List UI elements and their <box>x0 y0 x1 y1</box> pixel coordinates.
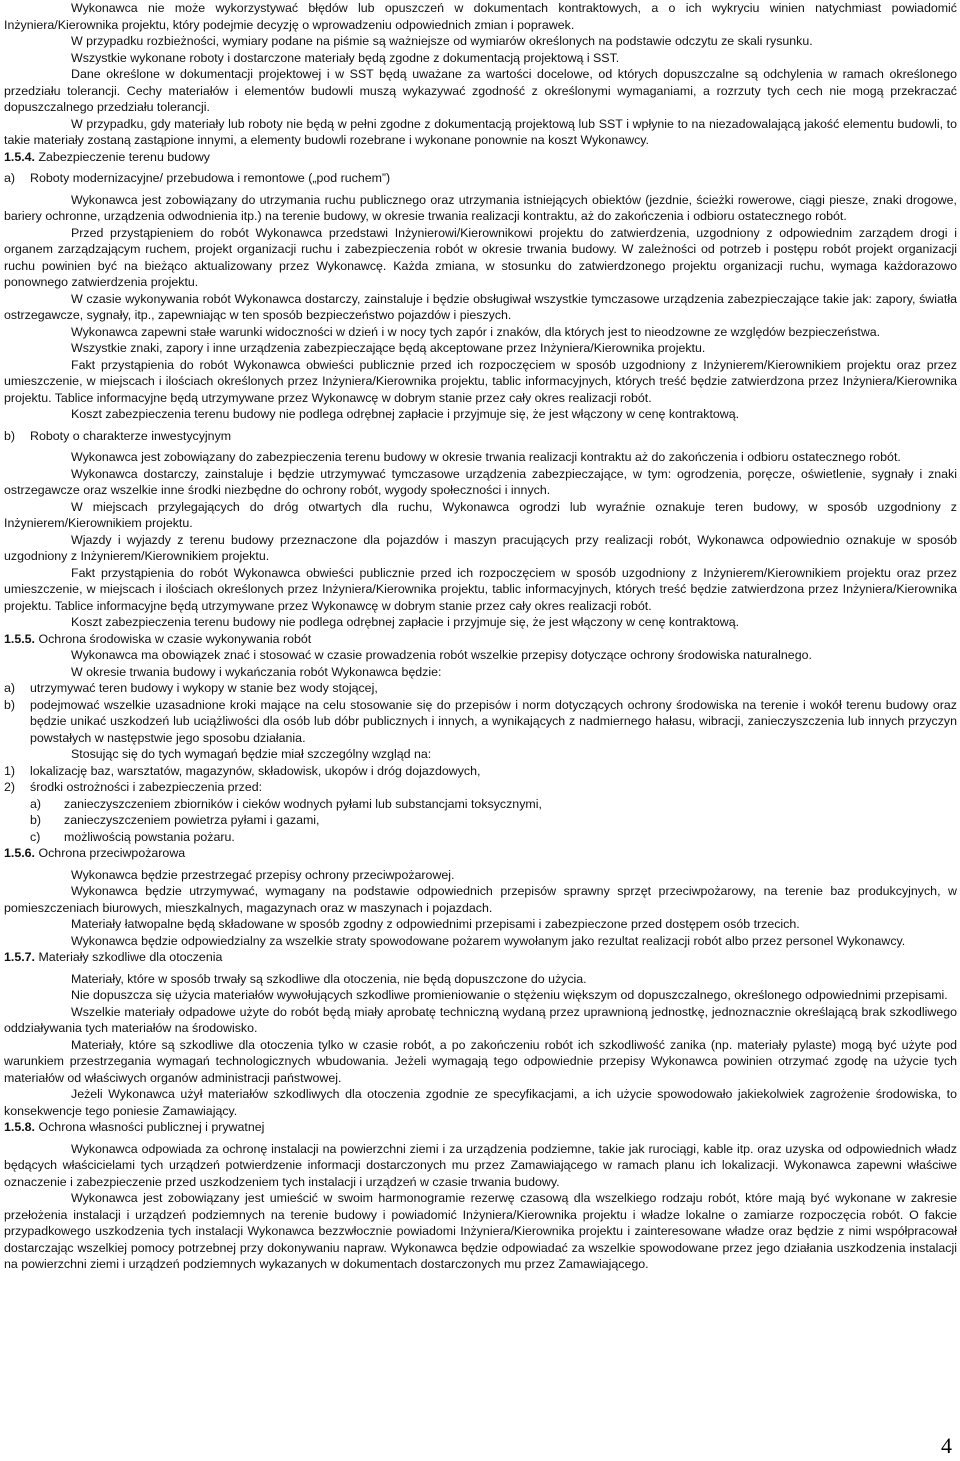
list-item <box>4 779 957 796</box>
paragraph: Wykonawca będzie odpowiedzialny za wszelkie straty spowodowane pożarem wywołanym jako rezultat realizacji robót albo przez personel Wykonawcy. <box>71 933 906 948</box>
list-item-text: zanieczyszczeniem zbiorników i cieków wodnych pyłami lub substancjami toksycznymi, <box>64 796 542 811</box>
list-item-text: podejmować wszelkie uzasadnione kroki mające na celu stosowanie się do przepisów i norm dotyczących ochrony środowiska na terenie i wokół terenu budowy oraz będzie unikać uszkodzeń lub uciążliwości dla osób lub dóbr publicznych i innych, a wynikających z nadmiernego hałasu, wibracji, zanieczyszczenia lub innych przyczyn powstałych w następstwie jego sposobu działania. <box>30 697 957 745</box>
section-title: Ochrona środowiska w czasie wykonywania robót <box>38 631 312 646</box>
section-title: Ochrona przeciwpożarowa <box>38 846 186 860</box>
paragraph: Koszt zabezpieczenia terenu budowy nie podlega odrębnej zapłacie i przyjmuje się, że jest włączony w cenę kontraktową. <box>71 407 740 421</box>
paragraph: Wykonawca jest zobowiązany jest umieścić w swoim harmonogramie rezerwę czasową dla wszelkiego rodzaju robót, które mają być wykonane w zakresie przełożenia instalacji i urządzeń podziemnych na terenie budowy i powiadomić Inżyniera/Kierownika projektu i władze lokalne o zamiarze rozpoczęcia robót. O fakcie przypadkowego uszkodzenia tych instalacji Wykonawca bezzwłocznie powiadomi Inżyniera/Kierownika projektu i zainteresowane władze oraz będzie z nimi współpracował dostarczając wszelkiej pomocy potrzebnej przy dokonywaniu napraw. Wykonawca będzie odpowiadać za wszelkie spowodowane przez jego działania uszkodzenia instalacji na powierzchni ziemi i urządzeń podziemnych wykazanych w dokumentach dostarczonych mu przez Zamawiającego. <box>4 1191 957 1271</box>
sublist-item <box>4 812 957 829</box>
paragraph: Fakt przystąpienia do robót Wykonawca obwieści publicznie przed ich rozpoczęciem w sposób uzgodniony z Inżynierem/Kierownikiem projektu oraz przez umieszczenie, w miejscach i ilościach określonych przez Inżyniera/Kierownika projektu, tablic informacyjnych, których treść będzie zatwierdzona przez Inżyniera/Kierownika projektu. Tablice informacyjne będą utrzymywane przez Wykonawcę w dobrym stanie przez cały okres realizacji robót. <box>4 357 957 405</box>
list-marker: a) <box>4 171 16 185</box>
list-marker: 2) <box>4 780 16 794</box>
list-marker: c) <box>30 829 41 844</box>
sublist-item <box>4 796 957 813</box>
paragraph: Fakt przystąpienia do robót Wykonawca obwieści publicznie przed ich rozpoczęciem w sposób uzgodniony z Inżynierem/Kierownikiem projektu oraz przez umieszczenie, w miejscach i ilościach określonych przez Inżyniera/Kierownika projektu, tablic informacyjnych, których treść będzie zatwierdzona przez Inżyniera/Kierownika projektu. Tablice informacyjne będą utrzymywane przez Wykonawcę w dobrym stanie przez cały okres realizacji robót. <box>4 565 957 613</box>
page-number: 4 <box>941 1433 952 1458</box>
section-number: 1.5.8. <box>4 1120 36 1134</box>
subsection-title: Roboty modernizacyjne/ przebudowa i remontowe („pod ruchem”) <box>30 171 391 185</box>
section-number: 1.5.7. <box>4 950 36 964</box>
list-marker: 1) <box>4 763 16 778</box>
list-marker: a) <box>30 796 42 811</box>
section-number: 1.5.4. <box>4 149 36 164</box>
paragraph: W przypadku, gdy materiały lub roboty nie będą w pełni zgodne z dokumentacją projektową lub SST i wpłynie to na niezadowalającą jakość elementu budowli, to takie materiały zostaną zastąpione innymi, a elementy budowli rozebrane i wykonane ponownie na koszt Wykonawcy. <box>4 116 957 147</box>
subsection-title: Roboty o charakterze inwestycyjnym <box>30 428 232 443</box>
paragraph: Materiały, które w sposób trwały są szkodliwe dla otoczenia, nie będą dopuszczone do użycia. <box>71 971 587 986</box>
paragraph: Wykonawca dostarczy, zainstaluje i będzie utrzymywać tymczasowe urządzenia zabezpieczające, w tym: ogrodzenia, poręcze, oświetlenie, sygnały i znaki ostrzegawcze oraz wszelkie inne środki niezbędne do ochrony robót, wygody społeczności i innych. <box>4 466 957 497</box>
list-item <box>4 697 957 747</box>
section-heading-1-5-7 <box>4 949 957 966</box>
sublist-item <box>4 829 957 846</box>
section-title: Materiały szkodliwe dla otoczenia <box>38 950 223 964</box>
section-title: Zabezpieczenie terenu budowy <box>38 149 210 164</box>
paragraph: Wykonawca jest zobowiązany do zabezpieczenia terenu budowy w okresie trwania realizacji kontraktu aż do zakończenia i odbioru ostatecznego robót. <box>71 450 901 464</box>
paragraph: Materiały łatwopalne będą składowane w sposób zgodny z odpowiednimi przepisami i zabezpieczone przed dostępem osób trzecich. <box>71 917 800 931</box>
section-heading-1-5-6 <box>4 845 957 862</box>
paragraph: Jeżeli Wykonawca użył materiałów szkodliwych dla otoczenia zgodnie ze specyfikacjami, a ich użycie spowodowało jakiekolwiek zagrożenie środowiska, to konsekwencje tego poniesie Zamawiający. <box>4 1087 957 1118</box>
subsection-heading-b <box>4 428 957 445</box>
paragraph: W okresie trwania budowy i wykańczania robót Wykonawca będzie: <box>71 664 442 679</box>
paragraph: Wszystkie znaki, zapory i inne urządzenia zabezpieczające będą akceptowane przez Inżyniera/Kierownika projektu. <box>71 341 706 355</box>
paragraph: Wykonawca zapewni stałe warunki widoczności w dzień i w nocy tych zapór i znaków, dla których jest to nieodzowne ze względów bezpieczeństwa. <box>71 324 881 339</box>
list-marker: b) <box>30 813 42 827</box>
paragraph: W przypadku rozbieżności, wymiary podane na piśmie są ważniejsze od wymiarów określonych na podstawie odczytu ze skali rysunku. <box>71 34 813 48</box>
paragraph: Materiały, które są szkodliwe dla otoczenia tylko w czasie robót, a po zakończeniu robót ich szkodliwość zanika (np. materiały pylaste) mogą być użyte pod warunkiem przestrzegania wymagań technologicznych wbudowania. Jeżeli wymagają tego odpowiednie przepisy Wykonawca powinien otrzymać zgodę na użycie tych materiałów od właściwych organów administracji państwowej. <box>4 1037 957 1085</box>
list-item-text: zanieczyszczeniem powietrza pyłami i gazami, <box>64 813 320 827</box>
document-page <box>4 0 957 1273</box>
document-body <box>4 0 957 1273</box>
paragraph: Przed przystąpieniem do robót Wykonawca przedstawi Inżynierowi/Kierownikowi projektu do zatwierdzenia, uzgodniony z odpowiednim zarządem drogi i organem zarządzającym ruchem, projekt organizacji ruchu i zabezpieczenia robót w okresie trwania budowy. W zależności od potrzeb i postępu robót projekt organizacji ruchu powinien być na bieżąco aktualizowany przez Wykonawcę. Każda zmiana, w stosunku do zatwierdzonego projektu organizacji ruchu, wymaga każdorazowo ponownego zatwierdzenia projektu. <box>4 225 957 289</box>
paragraph: Nie dopuszcza się użycia materiałów wywołujących szkodliwe promieniowanie o stężeniu większym od dopuszczalnego, określonego odpowiednimi przepisami. <box>71 988 948 1002</box>
list-item-text: lokalizację baz, warsztatów, magazynów, składowisk, ukopów i dróg dojazdowych, <box>30 763 481 778</box>
section-heading-1-5-4 <box>4 149 957 166</box>
list-item <box>4 763 957 780</box>
section-number: 1.5.6. <box>4 846 36 860</box>
section-title: Ochrona własności publicznej i prywatnej <box>38 1120 265 1134</box>
paragraph: Wszystkie wykonane roboty i dostarczone materiały będą zgodne z dokumentacją projektową i SST. <box>71 50 620 65</box>
list-marker: b) <box>4 428 16 443</box>
paragraph: Wykonawca nie może wykorzystywać błędów lub opuszczeń w dokumentach kontraktowych, a o ich wykryciu winien natychmiast powiadomić Inżyniera/Kierownika projektu, który podejmie decyzję o wprowadzeniu odpowiednich zmian i poprawek. <box>4 1 957 32</box>
section-heading-1-5-5 <box>4 631 957 648</box>
paragraph: Wykonawca odpowiada za ochronę instalacji na powierzchni ziemi i za urządzenia podziemne, takie jak rurociągi, kable itp. oraz uzyska od odpowiednich władz będących właścicielami tych urządzeń potwierdzenie informacji dostarczonych mu przez Zamawiającego w ramach planu ich lokalizacji. Wykonawca zapewni właściwe oznaczenie i zabezpieczenie przed uszkodzeniem tych instalacji i urządzeń w czasie trwania budowy. <box>4 1141 957 1189</box>
list-marker: b) <box>4 697 16 712</box>
paragraph: Wykonawca będzie utrzymywać, wymagany na podstawie odpowiednich przepisów sprawny sprzęt przeciwpożarowy, na terenie baz produkcyjnych, w pomieszczeniach biurowych, mieszkalnych, magazynach oraz w maszynach i pojazdach. <box>4 884 957 915</box>
paragraph: Wszelkie materiały odpadowe użyte do robót będą miały aprobatę techniczną wydaną przez uprawnioną jednostkę, jednoznacznie określającą brak szkodliwego oddziaływania tych materiałów na środowisko. <box>4 1004 957 1035</box>
subsection-heading-a <box>4 170 957 187</box>
paragraph: Koszt zabezpieczenia terenu budowy nie podlega odrębnej zapłacie i przyjmuje się, że jest włączony w cenę kontraktową. <box>71 615 740 629</box>
paragraph: Wykonawca ma obowiązek znać i stosować w czasie prowadzenia robót wszelkie przepisy dotyczące ochrony środowiska naturalnego. <box>71 648 812 662</box>
paragraph: W czasie wykonywania robót Wykonawca dostarczy, zainstaluje i będzie obsługiwał wszystkie tymczasowe urządzenia zabezpieczające takie jak: zapory, światła ostrzegawcze, sygnały, itp., zapewniając w ten sposób bezpieczeństwo pojazdów i pieszych. <box>4 291 957 322</box>
list-item <box>4 680 957 697</box>
section-heading-1-5-8 <box>4 1119 957 1136</box>
paragraph: Wjazdy i wyjazdy z terenu budowy przeznaczone dla pojazdów i maszyn pracujących przy realizacji robót, Wykonawca odpowiednio oznakuje w sposób uzgodniony z Inżynierem/Kierownikiem projektu. <box>4 532 957 563</box>
section-number: 1.5.5. <box>4 631 36 646</box>
paragraph: W miejscach przylegających do dróg otwartych dla ruchu, Wykonawca ogrodzi lub wyraźnie oznakuje teren budowy, w sposób uzgodniony z Inżynierem/Kierownikiem projektu. <box>4 499 957 530</box>
paragraph: Wykonawca jest zobowiązany do utrzymania ruchu publicznego oraz utrzymania istniejących obiektów (jezdnie, ścieżki rowerowe, ciągi piesze, znaki drogowe, bariery ochronne, urządzenia odwodnienia itp.) na terenie budowy, w okresie trwania realizacji kontraktu, aż do zakończenia i odbioru ostatecznego robót. <box>4 192 957 223</box>
paragraph: Dane określone w dokumentacji projektowej i w SST będą uważane za wartości docelowe, od których dopuszczalne są odchylenia w ramach określonego przedziału tolerancji. Cechy materiałów i elementów budowli muszą wykazywać zgodność z określonymi wymaganiami, a rozrzuty tych cech nie mogą przekraczać dopuszczalnego przedziału tolerancji. <box>4 67 957 114</box>
list-item-text: środki ostrożności i zabezpieczenia przed: <box>30 780 263 794</box>
list-item-text: utrzymywać teren budowy i wykopy w stanie bez wody stojącej, <box>30 681 378 695</box>
paragraph: Wykonawca będzie przestrzegać przepisy ochrony przeciwpożarowej. <box>71 867 455 882</box>
list-marker: a) <box>4 681 16 695</box>
paragraph: Stosując się do tych wymagań będzie miał szczególny wzgląd na: <box>71 747 432 761</box>
list-item-text: możliwością powstania pożaru. <box>64 829 235 844</box>
